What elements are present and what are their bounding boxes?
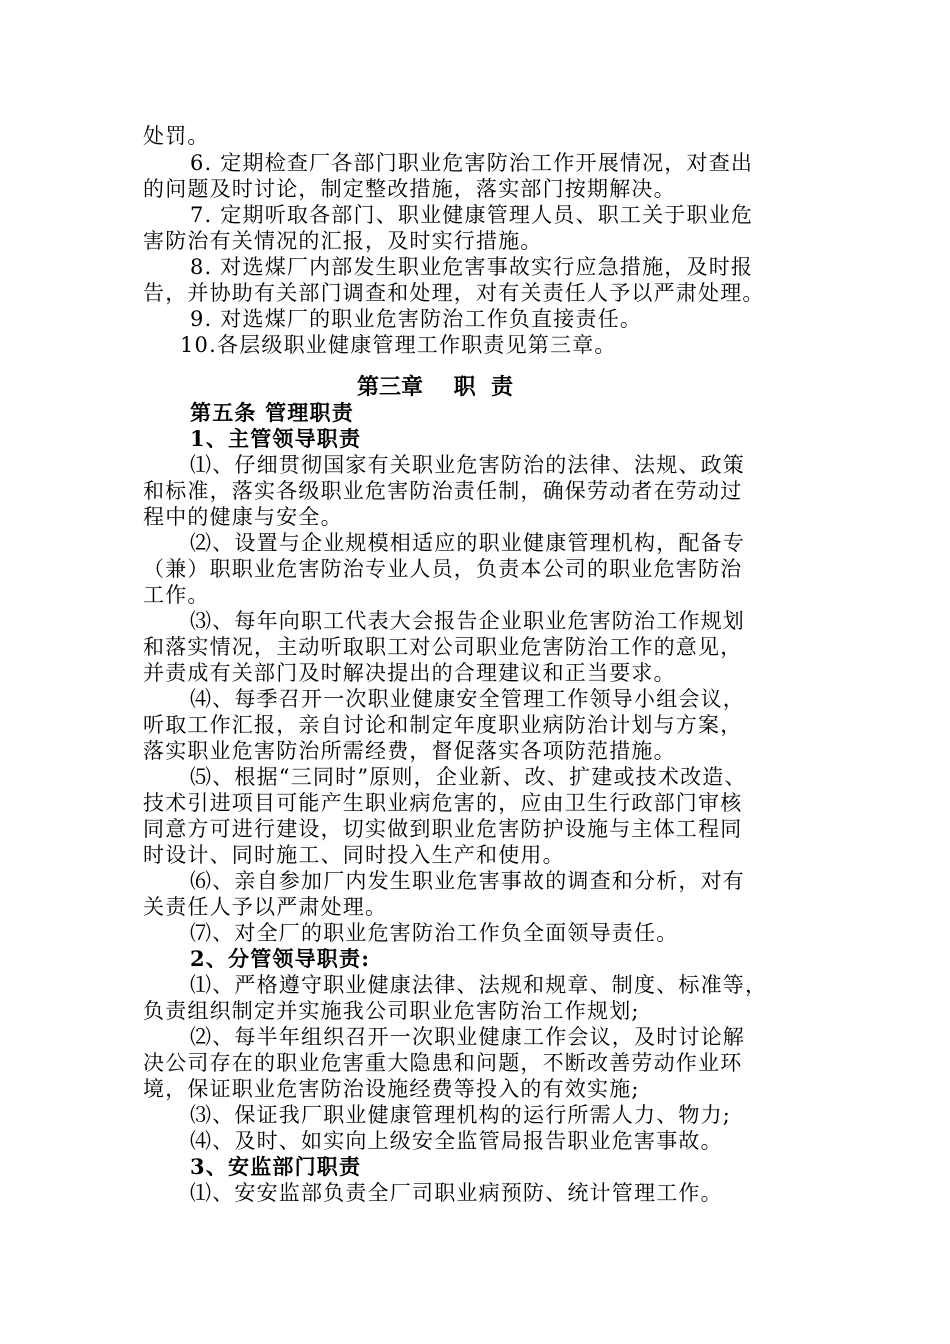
text-line: ⑺、对全厂的职业危害防治工作负全面领导责任。 (190, 921, 679, 945)
text-line: ⑵、每半年组织召开一次职业健康工作会议，及时讨论解 (190, 1025, 745, 1049)
text-line: 决公司存在的职业危害重大隐患和问题，不断改善劳动作业环 (143, 1051, 743, 1075)
text-line: 并责成有关部门及时解决提出的合理建议和正当要求。 (143, 661, 676, 685)
text-line: 害防治有关情况的汇报，及时实行措施。 (143, 229, 543, 253)
text-line: ⑵、设置与企业规模相适应的职业健康管理机构，配备专 (190, 531, 745, 555)
text-line: 10.各层级职业健康管理工作职责见第三章。 (180, 333, 617, 357)
text-line: 7. 定期听取各部门、职业健康管理人员、职工关于职业危 (190, 203, 754, 227)
text-line: 关责任人予以严肃处理。 (143, 895, 388, 919)
article-title: 第五条 管理职责 (190, 400, 354, 425)
text-line: 境，保证职业危害防治设施经费等投入的有效实施; (143, 1077, 640, 1101)
text-line: 6. 定期检查厂各部门职业危害防治工作开展情况，对查出 (190, 151, 754, 175)
text-line: ⑸、根据“三同时”原则，企业新、改、扩建或技术改造、 (190, 765, 747, 789)
text-line: 的问题及时讨论，制定整改措施，落实部门按期解决。 (143, 177, 676, 201)
text-line: 9. 对选煤厂的职业危害防治工作负直接责任。 (190, 307, 643, 331)
text-line: ⑷、及时、如实向上级安全监管局报告职业危害事故。 (190, 1129, 723, 1153)
text-line: 落实职业危害防治所需经费，督促落实各项防范措施。 (143, 739, 676, 763)
text-line: ⑴、安安监部负责全厂司职业病预防、统计管理工作。 (190, 1181, 723, 1205)
text-line: 负责组织制定并实施我公司职业危害防治工作规划; (143, 999, 640, 1023)
text-line: （兼）职职业危害防治专业人员，负责本公司的职业危害防治 (143, 557, 743, 581)
text-line: 程中的健康与安全。 (143, 505, 343, 529)
text-line: 8. 对选煤厂内部发生职业危害事故实行应急措施，及时报 (190, 255, 754, 279)
text-line: ⑶、每年向职工代表大会报告企业职业危害防治工作规划 (190, 609, 745, 633)
text-line: 告，并协助有关部门调查和处理，对有关责任人予以严肃处理。 (143, 281, 765, 305)
section-title: 3、安监部门职责 (190, 1154, 362, 1179)
text-line: ⑴、仔细贯彻国家有关职业危害防治的法律、法规、政策 (190, 453, 745, 477)
text-line: 时设计、同时施工、同时投入生产和使用。 (143, 843, 565, 867)
text-line: 处罚。 (143, 124, 210, 148)
section-title: 1、主管领导职责 (190, 426, 362, 451)
section-title: 2、分管领导职责: (190, 946, 371, 971)
text-line: 和标准，落实各级职业危害防治责任制，确保劳动者在劳动过 (143, 479, 743, 503)
text-line: 技术引进项目可能产生职业病危害的，应由卫生行政部门审核 (143, 791, 743, 815)
text-line: 同意方可进行建设，切实做到职业危害防护设施与主体工程同 (143, 817, 743, 841)
chapter-title: 第三章 职 责 (357, 374, 513, 400)
text-line: 听取工作汇报，亲自讨论和制定年度职业病防治计划与方案， (143, 713, 743, 737)
text-line: ⑶、保证我厂职业健康管理机构的运行所需人力、物力; (190, 1103, 732, 1127)
text-line: ⑴、严格遵守职业健康法律、法规和规章、制度、标准等， (190, 973, 768, 997)
text-line: ⑹、亲自参加厂内发生职业危害事故的调查和分析，对有 (190, 869, 745, 893)
text-line: 和落实情况，主动听取职工对公司职业危害防治工作的意见， (143, 635, 743, 659)
text-line: 工作。 (143, 583, 210, 607)
text-line: ⑷、每季召开一次职业健康安全管理工作领导小组会议， (190, 687, 745, 711)
